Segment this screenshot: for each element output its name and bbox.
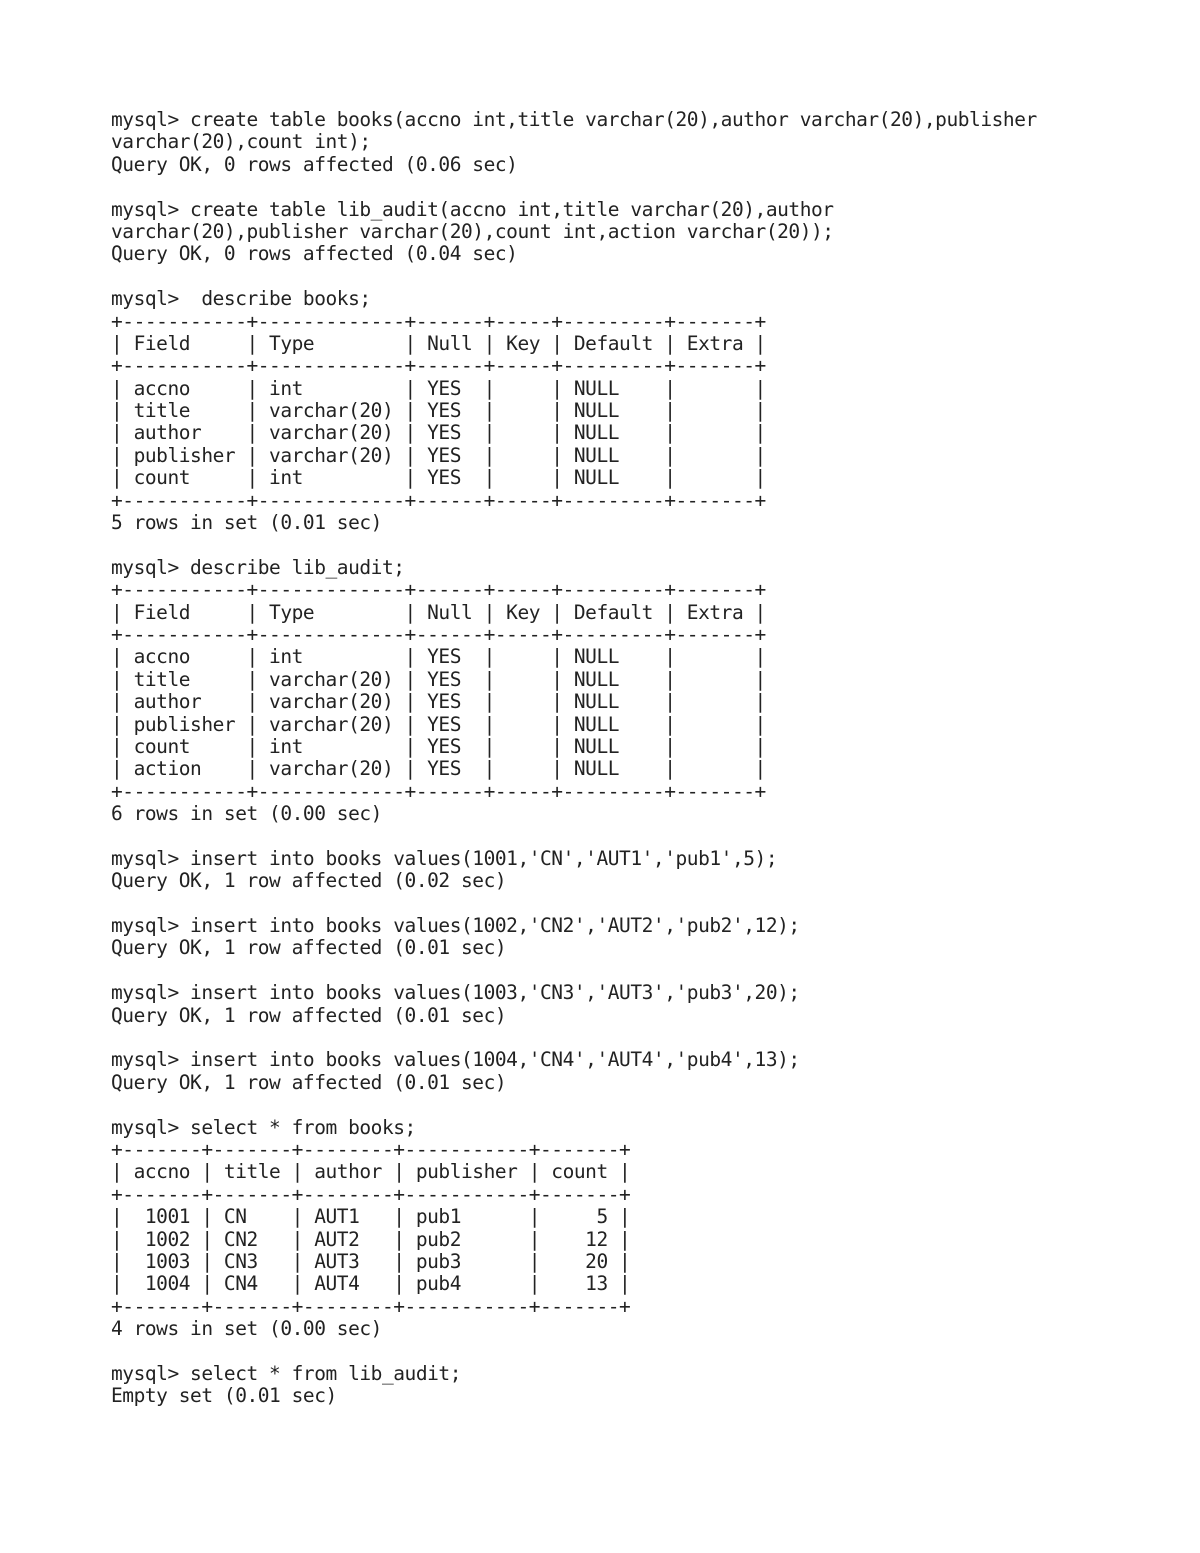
- output-line: Empty set (0.01 sec): [111, 1384, 337, 1408]
- mysql-session-transcript: [111, 109, 1171, 1408]
- table-border-line: +-----------+-------------+------+-----+---------+-------+: [111, 578, 766, 602]
- sql-command-line: mysql> describe books;: [111, 287, 371, 311]
- blank-line: [111, 534, 1171, 556]
- sql-command-line: mysql> create table lib_audit(accno int,title varchar(20),author: [111, 197, 834, 221]
- status-line: Query OK, 1 row affected (0.01 sec): [111, 1003, 507, 1027]
- table-row-line: | action | varchar(20) | YES | | NULL | |: [111, 757, 766, 781]
- status-line: Query OK, 1 row affected (0.01 sec): [111, 936, 507, 960]
- table-row-line: | Field | Type | Null | Key | Default | Extra |: [111, 600, 766, 624]
- sql-command-line: mysql> insert into books values(1002,'CN2','AUT2','pub2',12);: [111, 914, 800, 938]
- blank-line: [111, 266, 1171, 288]
- table-border-line: +-----------+-------------+------+-----+---------+-------+: [111, 354, 766, 378]
- sql-command-line: mysql> create table books(accno int,title varchar(20),author varchar(20),publisher: [111, 108, 1037, 131]
- table-row-line: | count | int | YES | | NULL | |: [111, 466, 766, 490]
- table-border-line: +-------+-------+--------+-----------+-------+: [111, 1182, 631, 1206]
- table-row-line: | author | varchar(20) | YES | | NULL | |: [111, 421, 766, 445]
- table-row-line: | 1002 | CN2 | AUT2 | pub2 | 12 |: [111, 1227, 631, 1251]
- status-line: Query OK, 1 row affected (0.01 sec): [111, 1070, 507, 1094]
- table-row-line: | accno | title | author | publisher | count |: [111, 1160, 631, 1184]
- status-line: 6 rows in set (0.00 sec): [111, 802, 382, 826]
- table-row-line: | title | varchar(20) | YES | | NULL | |: [111, 399, 766, 423]
- sql-command-line: mysql> select * from books;: [111, 1115, 416, 1139]
- status-line: 4 rows in set (0.00 sec): [111, 1317, 382, 1341]
- status-line: 5 rows in set (0.01 sec): [111, 511, 382, 535]
- table-border-line: +-------+-------+--------+-----------+-------+: [111, 1294, 631, 1318]
- status-line: Query OK, 1 row affected (0.02 sec): [111, 869, 507, 893]
- blank-line: [111, 1027, 1171, 1049]
- status-line: Query OK, 0 rows affected (0.06 sec): [111, 152, 518, 176]
- sql-command-line: mysql> insert into books values(1003,'CN3','AUT3','pub3',20);: [111, 981, 800, 1005]
- blank-line: [111, 893, 1171, 915]
- blank-line: [111, 176, 1171, 198]
- table-row-line: | 1004 | CN4 | AUT4 | pub4 | 13 |: [111, 1272, 631, 1296]
- table-border-line: +-----------+-------------+------+-----+---------+-------+: [111, 488, 766, 512]
- sql-command-line: mysql> select * from lib_audit;: [111, 1361, 461, 1385]
- blank-line: [111, 826, 1171, 848]
- table-row-line: | accno | int | YES | | NULL | |: [111, 376, 766, 400]
- table-row-line: | author | varchar(20) | YES | | NULL | |: [111, 690, 766, 714]
- table-border-line: +-------+-------+--------+-----------+-------+: [111, 1137, 631, 1161]
- table-row-line: | count | int | YES | | NULL | |: [111, 734, 766, 758]
- sql-command-line: mysql> insert into books values(1001,'CN','AUT1','pub1',5);: [111, 846, 778, 870]
- blank-line: [111, 960, 1171, 982]
- status-line: Query OK, 0 rows affected (0.04 sec): [111, 242, 518, 266]
- table-border-line: +-----------+-------------+------+-----+---------+-------+: [111, 622, 766, 646]
- table-row-line: | 1001 | CN | AUT1 | pub1 | 5 |: [111, 1205, 631, 1229]
- table-row-line: | publisher | varchar(20) | YES | | NULL | |: [111, 443, 766, 467]
- table-row-line: | publisher | varchar(20) | YES | | NULL | |: [111, 712, 766, 736]
- table-row-line: | title | varchar(20) | YES | | NULL | |: [111, 667, 766, 691]
- sql-command-line: mysql> insert into books values(1004,'CN4','AUT4','pub4',13);: [111, 1048, 800, 1072]
- table-row-line: | Field | Type | Null | Key | Default | Extra |: [111, 331, 766, 355]
- blank-line: [111, 1094, 1171, 1116]
- table-row-line: | accno | int | YES | | NULL | |: [111, 645, 766, 669]
- table-border-line: +-----------+-------------+------+-----+---------+-------+: [111, 779, 766, 803]
- output-line: varchar(20),publisher varchar(20),count int,action varchar(20));: [111, 219, 834, 243]
- table-row-line: | 1003 | CN3 | AUT3 | pub3 | 20 |: [111, 1249, 631, 1273]
- output-line: varchar(20),count int);: [111, 130, 371, 154]
- sql-command-line: mysql> describe lib_audit;: [111, 555, 405, 579]
- table-border-line: +-----------+-------------+------+-----+---------+-------+: [111, 309, 766, 333]
- blank-line: [111, 1340, 1171, 1362]
